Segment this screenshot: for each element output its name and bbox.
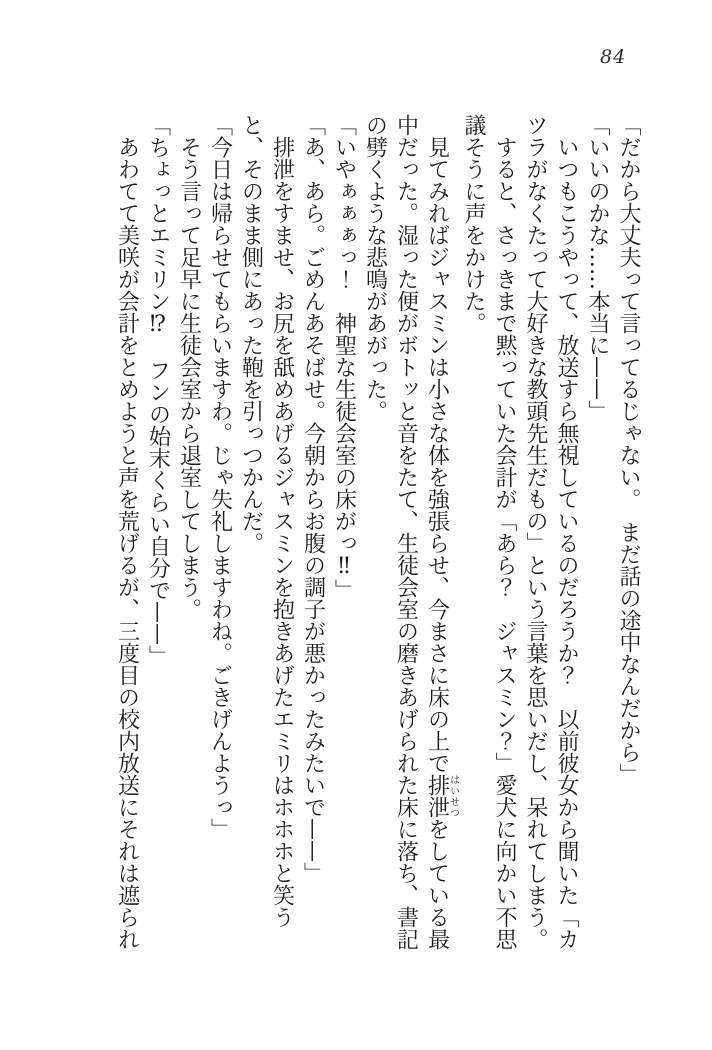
paragraph-dialogue: 「いいのかな……本当に——」 [585,114,610,422]
ruby-annotated-word: 排泄はいせつ [424,774,459,818]
paragraph-narration: 見てみればジャスミンは小さな体を強張らせ、今まさに床の上で排泄はいせつをしている最中だった。湿った便がボトッと音をたて、生徒会室の磨きあげられた床に落ち、書記の劈くような悲鳴があがった。 [362,114,459,950]
paragraph-dialogue: 「いやぁぁぁっ！ 神聖な生徒会室の床がっ‼」 [331,114,357,601]
paragraph-narration: あわてて美咲が会計をとめようと声を荒げるが、三度目の校内放送にそれは遮られ [114,114,140,950]
page-number: 84 [600,46,627,68]
paragraph-narration: いつもこうやって、放送すら無視しているのだろうか？ 以前彼女から聞いた「カツラがなくたって大好きな教頭先生だもの」という言葉を思いだし、呆れてしまう。 [523,114,579,950]
paragraph-narration: 排泄をすませ、お尻を舐めあげるジャスミンを抱きあげたエミリはホホホと笑うと、そのまま側にあった鞄を引っつかんだ。 [238,114,295,928]
paragraph-dialogue: 「今日は帰らせてもらいますわ。じゃ失礼しますわね。ごきげんようっ」 [207,114,233,840]
paragraph-dialogue: 「ちょっとエミリン⁉ フンの始末くらい自分で——」 [145,114,171,667]
paragraph-dialogue: 「あ、あら。ごめんあそばせ。今朝からお腹の調子が悪かったみたいで——」 [300,114,326,884]
novel-text-block [102,114,644,956]
paragraph-narration: そう言って足早に生徒会室から退室してしまう。 [176,114,202,620]
paragraph-narration: すると、さっきまで黙っていた会計が「あら？ ジャスミン？」愛犬に向かい不思議そうに声をかけた。 [461,114,517,950]
paragraph-dialogue: 「だから大丈夫って言ってるじゃない。 まだ話の途中なんだから」 [616,114,641,785]
